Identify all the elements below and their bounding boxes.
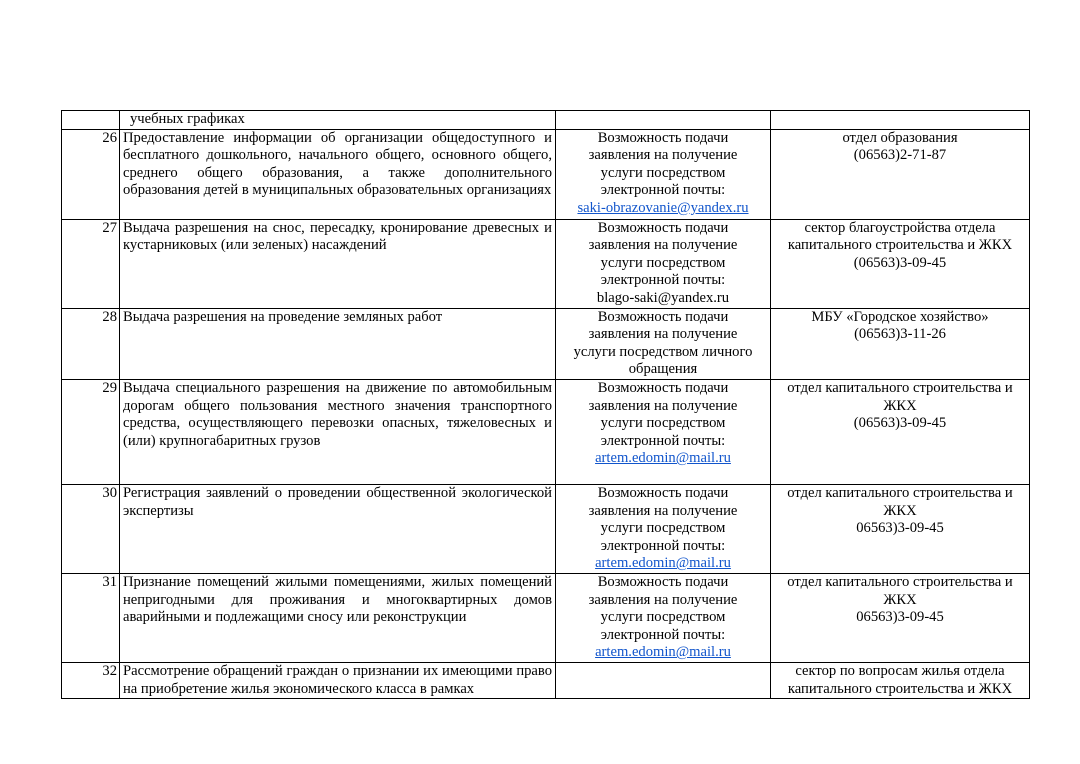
department-contact-line: отдел образования: [842, 129, 958, 146]
department-contact-line: 06563)3-09-45: [856, 609, 944, 626]
service-name: Выдача разрешения на проведение земляных работ: [120, 308, 556, 379]
department-contact-line: (06563)2-71-87: [853, 147, 947, 164]
row-number: 31: [62, 573, 120, 662]
table-row: [62, 219, 1030, 308]
email-link[interactable]: artem.edomin@mail.ru: [595, 644, 731, 661]
submission-method: [556, 662, 771, 698]
row-number: 27: [62, 219, 120, 308]
department-contact-line: отдел капитального строительства и: [787, 484, 1013, 501]
table-body: [62, 111, 1030, 699]
submission-method-line: электронной почты:: [600, 182, 726, 199]
department-contact-line: сектор благоустройства отдела: [804, 219, 996, 236]
submission-method-line: Возможность подачи: [597, 219, 729, 236]
service-name: Признание помещений жилыми помещениями, жилых помещений непригодными для проживания и многоквартирных домов аварийными и подлежащими сносу или реконструкции: [120, 573, 556, 662]
submission-method-line: blago-saki@yandex.ru: [596, 289, 730, 306]
responsible-department: [771, 111, 1030, 130]
row-number: 30: [62, 484, 120, 573]
service-name: учебных графиках: [120, 111, 556, 130]
table-row: [62, 662, 1030, 698]
submission-method-line: электронной почты:: [600, 537, 726, 554]
department-contact-line: ЖКХ: [883, 397, 917, 414]
service-name: Выдача специального разрешения на движение по автомобильным дорогам общего пользования местного значения транспортного средства, осуществляющего перевозки опасных, тяжеловесных и (или) крупногабаритных грузов: [120, 379, 556, 484]
submission-method-line: электронной почты:: [600, 272, 726, 289]
submission-method-line: услуги посредством: [600, 609, 726, 626]
table-row: [62, 129, 1030, 219]
department-contact-line: (06563)3-09-45: [853, 254, 947, 271]
email-link[interactable]: artem.edomin@mail.ru: [595, 450, 731, 467]
service-name: Регистрация заявлений о проведении общественной экологической экспертизы: [120, 484, 556, 573]
submission-method-line: услуги посредством: [600, 520, 726, 537]
submission-method-line: заявления на получение: [588, 237, 738, 254]
table-row: [62, 573, 1030, 662]
table-row: [62, 379, 1030, 484]
row-number: [62, 111, 120, 130]
responsible-department: [771, 379, 1030, 484]
submission-method-line: заявления на получение: [588, 326, 738, 343]
department-contact-line: отдел капитального строительства и: [787, 379, 1013, 396]
submission-method: [556, 111, 771, 130]
service-name: Рассмотрение обращений граждан о признании их имеющими право на приобретение жилья экономического класса в рамках: [120, 662, 556, 698]
submission-method-line: Возможность подачи: [597, 129, 729, 146]
submission-method-line: услуги посредством: [600, 164, 726, 181]
submission-method-line: заявления на получение: [588, 502, 738, 519]
department-contact-line: сектор по вопросам жилья отдела: [795, 662, 1005, 679]
email-link[interactable]: saki-obrazovanie@yandex.ru: [577, 199, 749, 216]
department-contact-line: (06563)3-11-26: [854, 326, 946, 343]
submission-method: [556, 308, 771, 379]
submission-method: [556, 484, 771, 573]
table-row: [62, 308, 1030, 379]
department-contact-line: капитального строительства и ЖКХ: [787, 680, 1013, 697]
table-row: [62, 484, 1030, 573]
row-number: 26: [62, 129, 120, 219]
email-link[interactable]: artem.edomin@mail.ru: [595, 555, 731, 572]
responsible-department: [771, 484, 1030, 573]
service-name: Выдача разрешения на снос, пересадку, кронирование древесных и кустарниковых (или зеленых) насаждений: [120, 219, 556, 308]
department-contact-line: (06563)3-09-45: [853, 415, 947, 432]
department-contact-line: ЖКХ: [883, 591, 917, 608]
submission-method-line: электронной почты:: [600, 432, 726, 449]
submission-method-line: Возможность подачи: [597, 379, 729, 396]
service-name: Предоставление информации об организации общедоступного и бесплатного дошкольного, начального общего, основного общего, среднего общего образования, а также дополнительного образования детей в муниципальных образовательных организациях: [120, 129, 556, 219]
submission-method: [556, 379, 771, 484]
department-contact-line: капитального строительства и ЖКХ: [787, 237, 1013, 254]
row-number: 32: [62, 662, 120, 698]
services-table: [61, 110, 1030, 699]
responsible-department: [771, 573, 1030, 662]
submission-method-line: услуги посредством: [600, 254, 726, 271]
responsible-department: [771, 129, 1030, 219]
responsible-department: [771, 662, 1030, 698]
responsible-department: [771, 219, 1030, 308]
table-row: [62, 111, 1030, 130]
submission-method-line: услуги посредством: [600, 415, 726, 432]
submission-method: [556, 573, 771, 662]
submission-method-line: услуги посредством личного: [573, 343, 753, 360]
submission-method: [556, 129, 771, 219]
submission-method-line: электронной почты:: [600, 626, 726, 643]
department-contact-line: МБУ «Городское хозяйство»: [811, 308, 989, 325]
department-contact-line: отдел капитального строительства и: [787, 573, 1013, 590]
submission-method-line: заявления на получение: [588, 397, 738, 414]
submission-method: [556, 219, 771, 308]
row-number: 29: [62, 379, 120, 484]
submission-method-line: Возможность подачи: [597, 308, 729, 325]
department-contact-line: ЖКХ: [883, 502, 917, 519]
submission-method-line: заявления на получение: [588, 591, 738, 608]
submission-method-line: обращения: [628, 361, 698, 378]
submission-method-line: заявления на получение: [588, 147, 738, 164]
department-contact-line: 06563)3-09-45: [856, 520, 944, 537]
submission-method-line: Возможность подачи: [597, 484, 729, 501]
row-number: 28: [62, 308, 120, 379]
responsible-department: [771, 308, 1030, 379]
submission-method-line: Возможность подачи: [597, 573, 729, 590]
